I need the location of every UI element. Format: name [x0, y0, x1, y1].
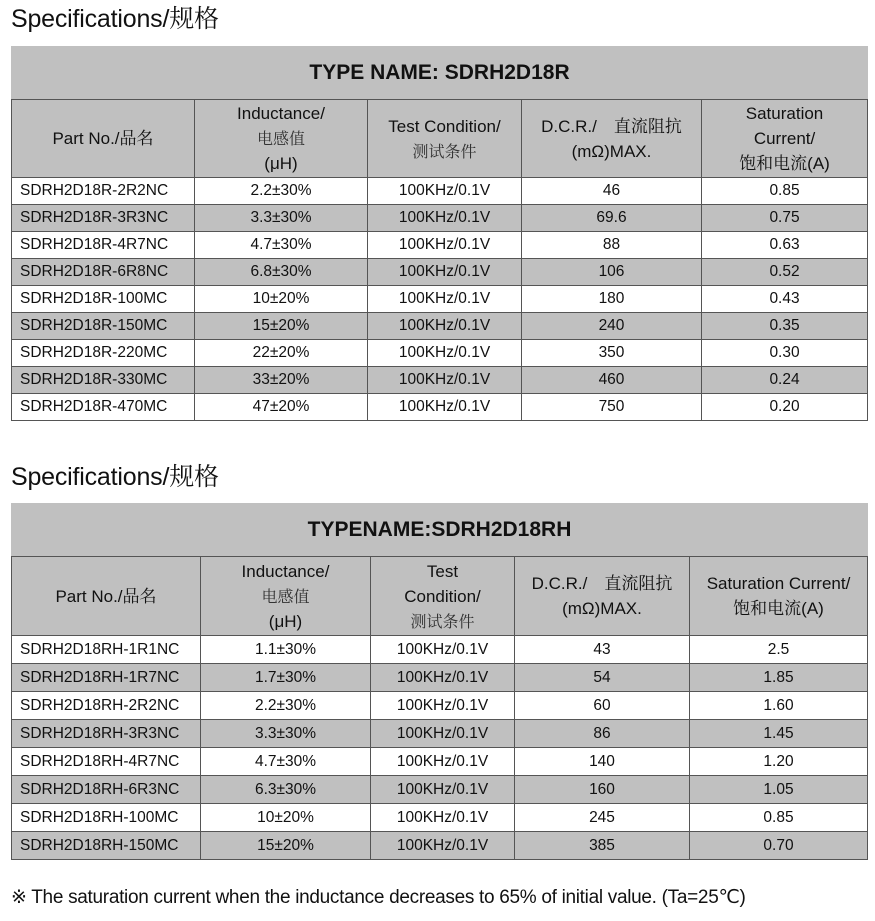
type-name-header: TYPENAME:SDRH2D18RH	[12, 504, 868, 557]
dcr-label: D.C.R./ 直流阻抗	[531, 574, 673, 593]
table-row	[12, 205, 868, 232]
saturation-label: Saturation	[745, 104, 824, 123]
col-header-dcr	[522, 100, 702, 178]
inductance-cell: 4.7±30%	[195, 232, 368, 259]
saturation-current-cell: 0.85	[690, 804, 868, 832]
dcr-cell: 350	[522, 340, 702, 367]
dcr-cell: 54	[515, 664, 690, 692]
type-name-header: TYPE NAME: SDRH2D18R	[12, 47, 868, 100]
table-row	[12, 286, 868, 313]
table-row	[12, 832, 868, 860]
saturation-current-cell: 0.20	[702, 394, 868, 421]
dcr-unit: (mΩ)MAX.	[562, 599, 642, 618]
test-condition-cell: 100KHz/0.1V	[371, 748, 515, 776]
dcr-cell: 140	[515, 748, 690, 776]
test-condition-cell: 100KHz/0.1V	[371, 664, 515, 692]
inductance-cell: 22±20%	[195, 340, 368, 367]
footnote: ※ The saturation current when the inductance decreases to 65% of initial value. (Ta=25℃)	[11, 887, 746, 908]
table-row	[12, 313, 868, 340]
saturation-current-cell: 1.20	[690, 748, 868, 776]
col-header-saturation	[690, 557, 868, 636]
inductance-label: Inductance/	[241, 561, 330, 581]
test-condition-label: Test Condition/	[388, 116, 501, 136]
part-no-label: Part No./品名	[55, 586, 157, 606]
section-title-2: Specifications/规格	[11, 463, 219, 491]
saturation-current-cell: 1.85	[690, 664, 868, 692]
test-condition-cell: 100KHz/0.1V	[368, 178, 522, 205]
saturation-current-cell: 0.35	[702, 313, 868, 340]
saturation-current-cell: 0.85	[702, 178, 868, 205]
inductance-cell: 6.8±30%	[195, 259, 368, 286]
part-number-cell: SDRH2D18RH-150MC	[12, 832, 201, 860]
test-condition-cell: 100KHz/0.1V	[371, 692, 515, 720]
inductance-label: Inductance/	[237, 104, 325, 123]
part-number-cell: SDRH2D18RH-1R1NC	[12, 636, 201, 664]
saturation-current-cell: 2.5	[690, 636, 868, 664]
col-header-part-no	[12, 100, 195, 178]
col-header-dcr	[515, 557, 690, 636]
part-number-cell: SDRH2D18R-3R3NC	[12, 205, 195, 232]
part-number-cell: SDRH2D18RH-100MC	[12, 804, 201, 832]
saturation-current-cell: 0.52	[702, 259, 868, 286]
test-condition-cell: 100KHz/0.1V	[368, 205, 522, 232]
dcr-cell: 750	[522, 394, 702, 421]
saturation-current-cell: 0.70	[690, 832, 868, 860]
table-row	[12, 748, 868, 776]
table-row	[12, 394, 868, 421]
spec-table-sdrh2d18rh	[11, 503, 868, 860]
dcr-cell: 460	[522, 367, 702, 394]
table-row	[12, 178, 868, 205]
dcr-cell: 245	[515, 804, 690, 832]
dcr-cell: 88	[522, 232, 702, 259]
table-row	[12, 232, 868, 259]
inductance-cell: 33±20%	[195, 367, 368, 394]
dcr-cell: 180	[522, 286, 702, 313]
inductance-label-cn: 电感值	[261, 586, 310, 606]
col-header-test-condition	[371, 557, 515, 636]
dcr-cell: 69.6	[522, 205, 702, 232]
test-condition-cell: 100KHz/0.1V	[368, 394, 522, 421]
dcr-cell: 43	[515, 636, 690, 664]
inductance-cell: 2.2±30%	[195, 178, 368, 205]
test-condition-label-2: Condition/	[404, 586, 481, 606]
test-condition-cell: 100KHz/0.1V	[368, 259, 522, 286]
saturation-label-cn: 饱和电流(A)	[733, 599, 824, 618]
part-number-cell: SDRH2D18R-330MC	[12, 367, 195, 394]
inductance-unit: (μH)	[268, 611, 303, 631]
table-row	[12, 367, 868, 394]
inductance-cell: 47±20%	[195, 394, 368, 421]
dcr-unit: (mΩ)MAX.	[571, 141, 652, 161]
inductance-label-cn: 电感值	[256, 129, 305, 148]
col-header-test-condition	[368, 100, 522, 178]
dcr-cell: 385	[515, 832, 690, 860]
test-condition-cell: 100KHz/0.1V	[368, 313, 522, 340]
dcr-cell: 60	[515, 692, 690, 720]
inductance-cell: 1.7±30%	[201, 664, 371, 692]
spec-table-sdrh2d18r	[11, 46, 868, 421]
table-row	[12, 804, 868, 832]
saturation-current-cell: 1.45	[690, 720, 868, 748]
saturation-label-cn: 饱和电流(A)	[739, 154, 830, 173]
test-condition-cell: 100KHz/0.1V	[371, 804, 515, 832]
col-header-saturation	[702, 100, 868, 178]
saturation-current-cell: 0.30	[702, 340, 868, 367]
table-row	[12, 636, 868, 664]
col-header-part-no	[12, 557, 201, 636]
inductance-cell: 4.7±30%	[201, 748, 371, 776]
table-row	[12, 692, 868, 720]
table-row	[12, 664, 868, 692]
inductance-cell: 10±20%	[195, 286, 368, 313]
dcr-cell: 160	[515, 776, 690, 804]
part-number-cell: SDRH2D18R-220MC	[12, 340, 195, 367]
part-number-cell: SDRH2D18R-4R7NC	[12, 232, 195, 259]
test-condition-cell: 100KHz/0.1V	[371, 776, 515, 804]
test-condition-label-cn: 测试条件	[412, 141, 477, 161]
part-number-cell: SDRH2D18RH-3R3NC	[12, 720, 201, 748]
inductance-cell: 6.3±30%	[201, 776, 371, 804]
part-no-label: Part No./品名	[52, 129, 154, 148]
inductance-cell: 3.3±30%	[201, 720, 371, 748]
part-number-cell: SDRH2D18R-100MC	[12, 286, 195, 313]
part-number-cell: SDRH2D18R-2R2NC	[12, 178, 195, 205]
saturation-current-cell: 0.63	[702, 232, 868, 259]
dcr-label: D.C.R./ 直流阻抗	[541, 116, 682, 136]
part-number-cell: SDRH2D18R-6R8NC	[12, 259, 195, 286]
col-header-inductance	[195, 100, 368, 178]
dcr-cell: 240	[522, 313, 702, 340]
saturation-current-cell: 0.43	[702, 286, 868, 313]
inductance-unit: (μH)	[264, 154, 298, 173]
part-number-cell: SDRH2D18RH-4R7NC	[12, 748, 201, 776]
part-number-cell: SDRH2D18RH-2R2NC	[12, 692, 201, 720]
inductance-cell: 1.1±30%	[201, 636, 371, 664]
saturation-current-cell: 0.75	[702, 205, 868, 232]
table-row	[12, 720, 868, 748]
test-condition-cell: 100KHz/0.1V	[368, 367, 522, 394]
test-condition-cell: 100KHz/0.1V	[371, 720, 515, 748]
test-condition-cell: 100KHz/0.1V	[371, 636, 515, 664]
inductance-cell: 10±20%	[201, 804, 371, 832]
test-condition-cell: 100KHz/0.1V	[368, 232, 522, 259]
saturation-current-cell: 0.24	[702, 367, 868, 394]
inductance-cell: 2.2±30%	[201, 692, 371, 720]
table-row	[12, 259, 868, 286]
inductance-cell: 3.3±30%	[195, 205, 368, 232]
test-condition-cell: 100KHz/0.1V	[371, 832, 515, 860]
table-row	[12, 340, 868, 367]
saturation-label: Saturation Current/	[706, 574, 851, 593]
dcr-cell: 46	[522, 178, 702, 205]
dcr-cell: 106	[522, 259, 702, 286]
test-condition-label-cn: 测试条件	[410, 611, 475, 631]
test-condition-cell: 100KHz/0.1V	[368, 340, 522, 367]
saturation-current-cell: 1.60	[690, 692, 868, 720]
col-header-inductance	[201, 557, 371, 636]
inductance-cell: 15±20%	[195, 313, 368, 340]
part-number-cell: SDRH2D18RH-6R3NC	[12, 776, 201, 804]
table-row	[12, 776, 868, 804]
saturation-current-cell: 1.05	[690, 776, 868, 804]
part-number-cell: SDRH2D18RH-1R7NC	[12, 664, 201, 692]
part-number-cell: SDRH2D18R-150MC	[12, 313, 195, 340]
saturation-label-2: Current/	[753, 129, 816, 148]
dcr-cell: 86	[515, 720, 690, 748]
part-number-cell: SDRH2D18R-470MC	[12, 394, 195, 421]
section-title-1: Specifications/规格	[11, 5, 219, 33]
inductance-cell: 15±20%	[201, 832, 371, 860]
test-condition-cell: 100KHz/0.1V	[368, 286, 522, 313]
test-condition-label: Test	[426, 561, 459, 581]
